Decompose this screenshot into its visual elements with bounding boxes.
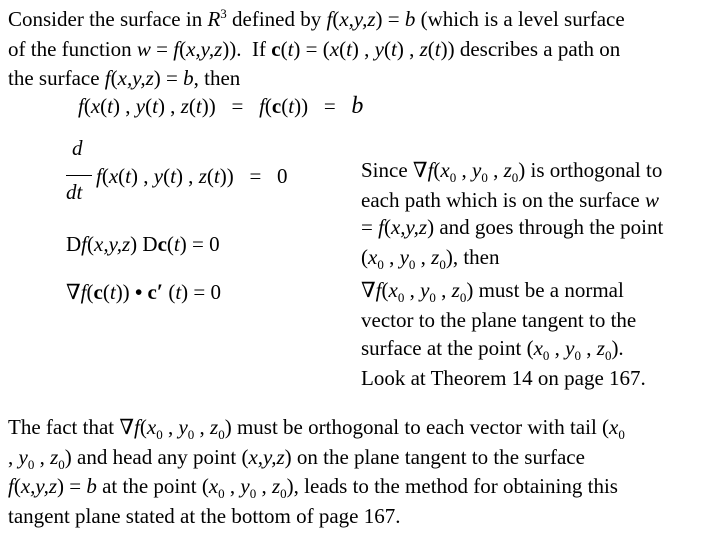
intro-line-1: Consider the surface in $R^3$ defined by f(x,y,z) = b (which is a level surface (8, 6, 625, 31)
derivative-numerator: d (72, 136, 83, 160)
derivative-denominator: dt (66, 180, 83, 204)
explanation-line-2: each path which is on the surface w (361, 188, 659, 212)
intro-line-2: of the function w = f(x,y,z)). If c(t) = (x(t) , y(t) , z(t)) describes a path on (8, 37, 621, 61)
composition-equation: f(x(t) , y(t) , z(t)) = f(c(t)) = b (78, 93, 364, 119)
chain-rule-equation: Df(x,y,z) Dc(t) = 0 (66, 232, 220, 256)
conclusion-line-4: tangent plane stated at the bottom of page 167. (8, 504, 401, 528)
gradient-dot-equation: ∇f(c(t)) • c′ (t) = 0 (66, 279, 221, 304)
explanation-line-4: ($x_0$ , $y_0$ , $z_0$), then (361, 245, 500, 272)
derivative-expression: f(x(t) , y(t) , z(t)) = 0 (96, 164, 288, 188)
explanation-line-5: $\nabla f(x_0$ , $y_0$ , $z_0$) must be a normal (361, 278, 624, 305)
explanation-line-6: vector to the plane tangent to the (361, 308, 637, 332)
conclusion-line-1: The fact that $\nabla f(x_0$ , $y_0$ , $z_0$) must be orthogonal to each vector with tail ($x_0$ (8, 415, 625, 442)
conclusion-line-2: , $y_0$ , $z_0$) and head any point (x,y,z) on the plane tangent to the surface (8, 445, 585, 472)
conclusion-line-3: f(x,y,z) = b at the point ($x_0$ , $y_0$ , $z_0$), leads to the method for obtaining this (8, 474, 618, 501)
explanation-line-7: surface at the point ($x_0$ , $y_0$ , $z_0$). (361, 336, 624, 363)
fraction-bar (66, 175, 92, 176)
explanation-line-1: Since $\nabla f(x_0$ , $y_0$ , $z_0$) is orthogonal to (361, 158, 663, 185)
explanation-line-8: Look at Theorem 14 on page 167. (361, 366, 646, 390)
intro-line-3: the surface f(x,y,z) = b, then (8, 66, 241, 90)
explanation-line-3: = f(x,y,z) and goes through the point (361, 215, 664, 239)
